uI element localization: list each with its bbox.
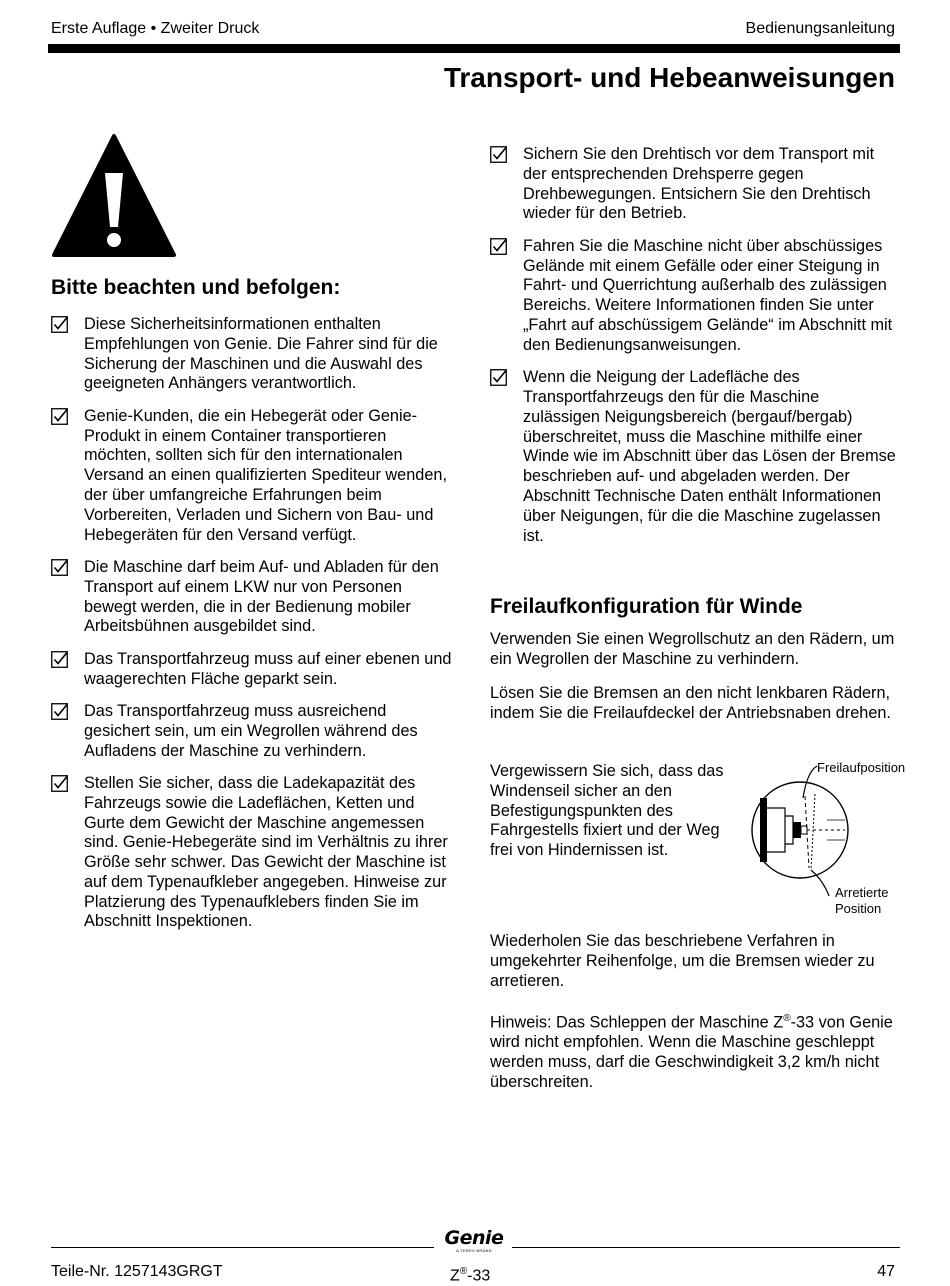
- left-checklist: [51, 315, 456, 932]
- checklist-item: [51, 702, 456, 761]
- note-paragraph: [490, 1009, 900, 1093]
- note-text-part1: Hinweis: Das Schleppen der Maschine Z: [490, 1013, 784, 1032]
- checklist-item-text: Die Maschine darf beim Auf- und Abladen für den Transport auf einem LKW nur von Personen bewegt werden, die in der Bedienung mobiler Arbeitsbühnen ausgebildet sind.: [84, 557, 439, 636]
- checked-box-icon: [490, 238, 507, 255]
- checklist-item-text: Genie-Kunden, die ein Hebegerät oder Genie-Produkt in einem Container transportieren möchten, sollten sich für den internationalen Versand an einen qualifizierten Spediteur wenden, der über umfangreiche Erfahrungen beim Vorbereiten, Verladen und Sichern von Bau- und Hebegeräten für den Versand verfügt.: [84, 406, 447, 544]
- footer-part-number: Teile-Nr. 1257143GRGT: [51, 1263, 223, 1280]
- checklist-item-text: Das Transportfahrzeug muss ausreichend gesichert sein, um ein Wegrollen während des Aufladens der Maschine zu verhindern.: [84, 701, 418, 760]
- left-heading: Bitte beachten und befolgen:: [51, 276, 341, 299]
- paragraph-wiederholen: Wiederholen Sie das beschriebene Verfahren in umgekehrter Reihenfolge, um die Bremsen wieder zu arretieren.: [490, 932, 875, 990]
- checklist-item-text: Stellen Sie sicher, dass die Ladekapazität des Fahrzeugs sowie die Ladeflächen, Ketten und Gurte dem Gewicht der Maschine angemessen sind. Genie-Hebegeräte sind im Verhältnis zu ihrer Größe sehr schwer. Das Gewicht der Maschine ist auf dem Typenaufkleber angegeben. Hinweise zur Platzierung des Typenaufklebers finden Sie im Abschnitt Inspektionen.: [84, 773, 448, 931]
- checklist-item-text: Wenn die Neigung der Ladefläche des Transportfahrzeugs den für die Maschine zulässigen Neigungsbereich (bergauf/bergab) überschreitet, muss die Maschine mithilfe einer Winde wie im Abschnitt über das Lösen der Bremse beschrieben auf- und abgeladen werden. Der Abschnitt Technische Daten enthält Informationen über Neigungen, für die die Maschine zugelassen ist.: [523, 368, 896, 545]
- checklist-item-text: Das Transportfahrzeug muss auf einer ebenen und waagerechten Fläche geparkt sein.: [84, 649, 452, 688]
- footer-model: [450, 1262, 490, 1286]
- checklist-item-text: Diese Sicherheitsinformationen enthalten Empfehlungen von Genie. Die Fahrer sind für die Sicherung der Maschinen und die Auswahl des geeigneten Anhängers verantwortlich.: [84, 315, 438, 393]
- footer-rule-right: [512, 1247, 900, 1248]
- checked-box-icon: [51, 408, 68, 425]
- genie-logo: [440, 1228, 508, 1253]
- warning-triangle-icon: [51, 133, 177, 259]
- footer-model-registered-mark: ®: [459, 1266, 468, 1277]
- right-column: [490, 145, 900, 559]
- checked-box-icon: [51, 316, 68, 333]
- checklist-item: [490, 368, 900, 546]
- paragraph-wegrollschutz: Verwenden Sie einen Wegrollschutz an den Rädern, um ein Wegrollen der Maschine zu verhindern.: [490, 630, 895, 668]
- section-heading: Freilaufkonfiguration für Winde: [490, 595, 803, 618]
- checked-box-icon: [51, 559, 68, 576]
- hub-figure: [745, 758, 905, 918]
- header-rule: [48, 44, 900, 53]
- checked-box-icon: [490, 146, 507, 163]
- label-arretierte: Arretierte: [835, 885, 889, 900]
- paragraph-bremsen: Lösen Sie die Bremsen an den nicht lenkbaren Rädern, indem Sie die Freilaufdeckel der Antriebsnaben drehen.: [490, 684, 891, 722]
- note-registered-mark: ®: [783, 1013, 791, 1024]
- left-column: [51, 275, 456, 945]
- header-right: Bedienungsanleitung: [745, 20, 895, 37]
- footer-model-suffix: -33: [467, 1267, 491, 1285]
- page-title: Transport- und Hebeanweisungen: [443, 62, 895, 93]
- checklist-item: [490, 145, 900, 224]
- header-left: Erste Auflage • Zweiter Druck: [51, 20, 260, 37]
- genie-logo-text: Genie: [444, 1227, 504, 1249]
- checklist-item: [51, 315, 456, 394]
- footer-rule-left: [51, 1247, 434, 1248]
- footer-model-prefix: Z: [450, 1267, 460, 1285]
- checked-box-icon: [51, 775, 68, 792]
- right-checklist: [490, 145, 900, 546]
- footer-page-number: 47: [877, 1263, 895, 1280]
- checklist-item: [51, 407, 456, 546]
- label-freilaufposition: Freilaufposition: [817, 760, 906, 775]
- paragraph-windenseil: Vergewissern Sie sich, dass das Windenseil sicher an den Befestigungspunkten des Fahrgestells fixiert und der Weg frei von Hindernissen ist.: [490, 762, 724, 860]
- checklist-item-text: Fahren Sie die Maschine nicht über abschüssiges Gelände mit einem Gefälle oder einer Steigung in Fahrt- und Querrichtung außerhalb des zulässigen Bereichs. Weitere Informationen finden Sie unter „Fahrt auf abschüssigem Gelände“ im Abschnitt mit den Bedienungsanweisungen.: [523, 236, 893, 354]
- checklist-item: [51, 650, 456, 690]
- label-position: Position: [835, 901, 882, 916]
- checked-box-icon: [51, 703, 68, 720]
- note-text-part2: -33 von Genie wird nicht empfohlen. Wenn die Maschine geschleppt werden muss, darf die Geschwindigkeit 3,2 km/h nicht überschreiten.: [490, 1013, 893, 1091]
- checked-box-icon: [51, 651, 68, 668]
- checked-box-icon: [490, 369, 507, 386]
- genie-logo-subtext: A TEREX BRAND: [456, 1248, 492, 1253]
- checklist-item-text: Sichern Sie den Drehtisch vor dem Transport mit der entsprechenden Drehsperre gegen Drehbewegungen. Entsichern Sie den Drehtisch wieder für den Betrieb.: [523, 145, 875, 223]
- checklist-item: [490, 237, 900, 356]
- checklist-item: [51, 558, 456, 637]
- checklist-item: [51, 774, 456, 932]
